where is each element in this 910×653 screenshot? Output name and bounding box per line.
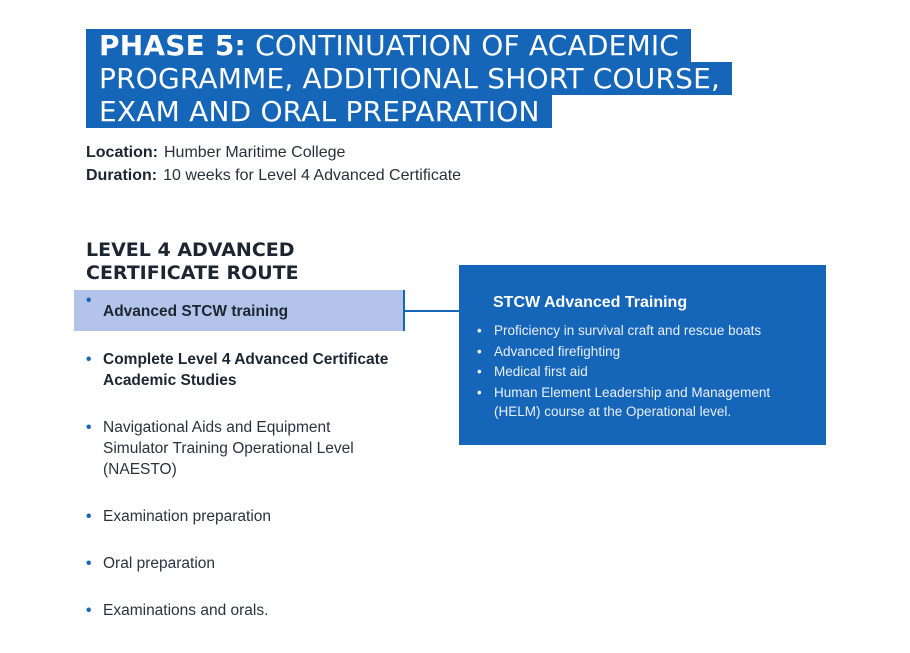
stcw-item-label: Human Element Leadership and Management (HELM) course at the Operational level. bbox=[494, 384, 771, 419]
route-item-label: Complete Level 4 Advanced Certificate Academic Studies bbox=[103, 351, 389, 389]
bullet-icon: • bbox=[86, 419, 92, 436]
stcw-item bbox=[477, 321, 802, 340]
stcw-advanced-training-box bbox=[459, 265, 826, 445]
bullet-icon: • bbox=[86, 292, 92, 309]
stcw-item-label: Proficiency in survival craft and rescue boats bbox=[494, 323, 762, 338]
title-line-1-text: CONTINUATION OF ACADEMIC bbox=[255, 29, 680, 62]
title-line-2: PROGRAMME, ADDITIONAL SHORT COURSE, bbox=[86, 62, 732, 95]
route-heading bbox=[86, 239, 299, 285]
route-item-label: Advanced STCW training bbox=[103, 303, 289, 320]
title-line-1 bbox=[86, 29, 691, 62]
location-row bbox=[86, 141, 461, 164]
bullet-icon: • bbox=[86, 351, 92, 368]
stcw-item-label: Medical first aid bbox=[494, 364, 588, 379]
route-item-academic-studies bbox=[74, 349, 414, 391]
route-item-label: Examination preparation bbox=[103, 508, 272, 525]
route-heading-line-1: LEVEL 4 ADVANCED bbox=[86, 239, 295, 261]
location-label: Location: bbox=[86, 144, 158, 161]
duration-label: Duration: bbox=[86, 167, 158, 184]
duration-value: 10 weeks for Level 4 Advanced Certificate bbox=[163, 167, 462, 184]
title-line-3: EXAM AND ORAL PREPARATION bbox=[86, 95, 552, 128]
stcw-list bbox=[477, 321, 802, 421]
stcw-title: STCW Advanced Training bbox=[493, 294, 688, 311]
route-item-label: Navigational Aids and Equipment Simulator Training Operational Level (NAESTO) bbox=[103, 419, 354, 478]
route-item-oral-prep bbox=[74, 553, 414, 574]
route-heading-line-2: CERTIFICATE ROUTE bbox=[86, 262, 299, 284]
page-title bbox=[86, 29, 726, 128]
stcw-item bbox=[477, 362, 802, 381]
title-phase-label: PHASE 5: bbox=[99, 29, 246, 62]
route-item-exam-prep bbox=[74, 506, 414, 527]
bullet-icon: • bbox=[477, 384, 482, 400]
bullet-icon: • bbox=[477, 323, 482, 338]
route-list bbox=[74, 290, 414, 621]
route-item-naesto bbox=[74, 417, 374, 480]
bullet-icon: • bbox=[477, 364, 482, 379]
stcw-item-label: Advanced firefighting bbox=[494, 343, 621, 359]
bullet-icon: • bbox=[86, 555, 92, 572]
route-item-label: Examinations and orals. bbox=[103, 602, 269, 619]
bullet-icon: • bbox=[86, 508, 92, 525]
route-item-advanced-stcw bbox=[74, 290, 404, 331]
bullet-icon: • bbox=[86, 602, 92, 619]
route-item-exams-orals bbox=[74, 600, 414, 621]
duration-row bbox=[86, 164, 461, 187]
route-item-label: Oral preparation bbox=[103, 555, 216, 572]
stcw-item bbox=[477, 383, 802, 421]
phase-meta bbox=[86, 141, 461, 187]
stcw-item bbox=[477, 342, 802, 361]
connector-line bbox=[404, 310, 460, 312]
location-value: Humber Maritime College bbox=[164, 144, 346, 161]
bullet-icon: • bbox=[477, 343, 482, 359]
